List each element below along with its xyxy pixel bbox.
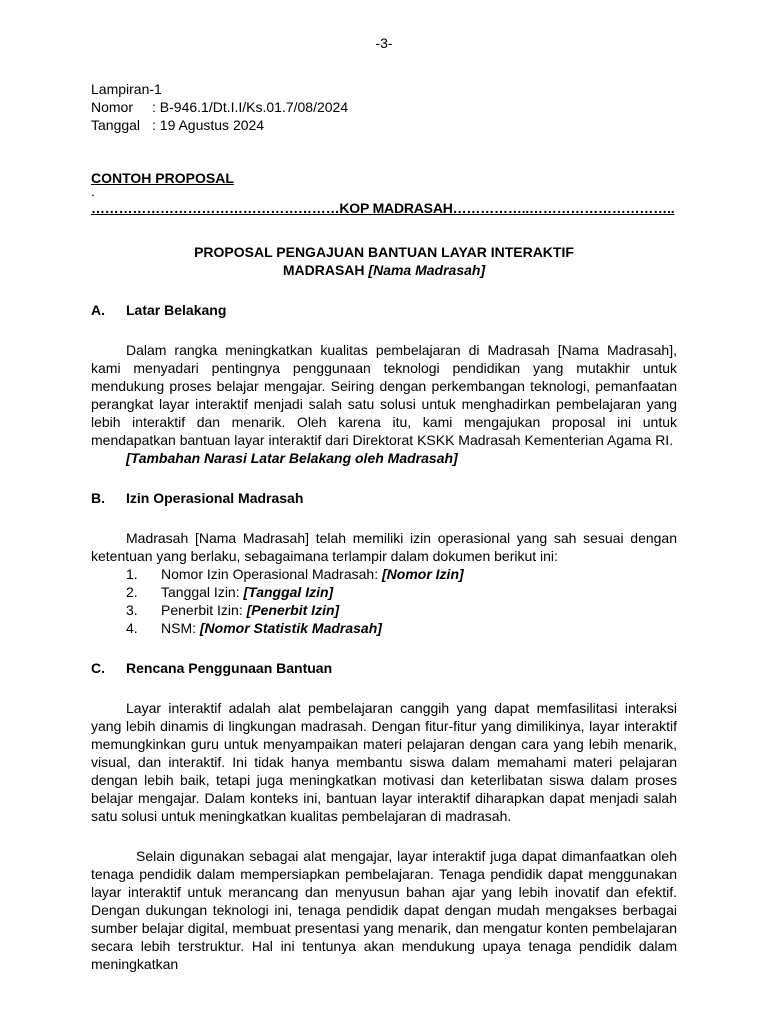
section-a-body: Dalam rangka meningkatkan kualitas pembelajaran di Madrasah [Nama Madrasah], kami menyadari pentingnya penggunaan teknologi pendidikan yang mutakhir untuk mendukung proses belajar mengajar. Seiring dengan perkembangan teknologi, pemanfaatan perangkat layar interaktif menjadi salah satu solusi untuk menghadirkan pembelajaran yang lebih interaktif dan menarik. Oleh karena itu, kami mengajukan proposal ini untuk mendapatkan bantuan layar interaktif dari Direktorat KSKK Madrasah Kementerian Agama RI. <box>91 342 677 448</box>
nomor-row <box>91 98 677 116</box>
section-b-num: B. <box>91 490 105 506</box>
section-c-heading <box>91 659 677 677</box>
lampiran-label: Lampiran-1 <box>91 81 162 97</box>
list-item-num: 4. <box>126 620 138 636</box>
title-line-1: PROPOSAL PENGAJUAN BANTUAN LAYAR INTERAKTIF <box>194 244 574 260</box>
list-item-placeholder: [Nomor Statistik Madrasah] <box>199 620 382 636</box>
stray-dot: . <box>91 183 95 199</box>
proposal-title <box>91 243 677 279</box>
title-line-2-italic: [Nama Madrasah] <box>368 262 486 278</box>
contoh-proposal-heading: CONTOH PROPOSAL <box>91 170 234 186</box>
list-item-placeholder: [Nomor Izin] <box>382 566 464 582</box>
list-item-text <box>161 583 333 601</box>
list-item-text <box>161 565 464 583</box>
list-item-text <box>161 601 339 619</box>
document-page <box>91 34 677 973</box>
list-item <box>91 619 677 637</box>
list-item-num: 3. <box>126 602 138 618</box>
list-item <box>91 601 677 619</box>
section-b-heading <box>91 489 677 507</box>
page-number: -3- <box>375 35 393 51</box>
list-item <box>91 565 677 583</box>
list-item-placeholder: [Tanggal Izin] <box>243 584 334 600</box>
section-c-body-1: Layar interaktif adalah alat pembelajaran canggih yang dapat memfasilitasi interaksi yang lebih dinamis di lingkungan madrasah. Dengan fitur-fitur yang dimilikinya, layar interaktif memungkinkan guru untuk menyampaikan materi pelajaran dengan cara yang lebih menarik, visual, dan interaktif. Ini tidak hanya membantu siswa dalam memahami materi pelajaran dengan lebih baik, tetapi juga meningkatkan motivasi dan keterlibatan siswa dalam proses belajar mengajar. Dalam konteks ini, bantuan layar interaktif diharapkan dapat menjadi salah satu solusi untuk meningkatkan kualitas pembelajaran di madrasah. <box>91 700 677 824</box>
list-item-num: 1. <box>126 566 138 582</box>
kop-madrasah-line: ………………………………………………KOP MADRASAH……………..………………………….. <box>91 200 675 216</box>
list-item-label: Nomor Izin Operasional Madrasah: <box>161 566 382 582</box>
list-item-num: 2. <box>126 584 138 600</box>
tanggal-value: : 19 Agustus 2024 <box>152 117 265 133</box>
nomor-label: Nomor <box>91 99 134 115</box>
list-item-placeholder: [Penerbit Izin] <box>246 602 340 618</box>
section-a-heading <box>91 301 677 319</box>
section-c-body-2: Selain digunakan sebagai alat mengajar, layar interaktif juga dapat dimanfaatkan oleh tenaga pendidik dalam mempersiapkan pembelajaran. Tenaga pendidik dapat menggunakan layar interaktif untuk merancang dan menyusun bahan ajar yang lebih inovatif dan efektif. Dengan dukungan teknologi ini, tenaga pendidik dapat dengan mudah mengakses berbagai sumber belajar digital, membuat presentasi yang menarik, dan mengatur konten pembelajaran secara lebih terstruktur. Hal ini tentunya akan mendukung upaya tenaga pendidik dalam meningkatkan <box>91 848 677 972</box>
section-b-title: Izin Operasional Madrasah <box>126 490 304 506</box>
section-b-body: Madrasah [Nama Madrasah] telah memiliki izin operasional yang sah sesuai dengan ketentuan yang berlaku, sebagaimana terlampir dalam dokumen berikut ini: <box>91 530 677 564</box>
list-item-text <box>161 619 382 637</box>
section-c-num: C. <box>91 660 105 676</box>
section-a-num: A. <box>91 302 105 318</box>
section-a-title: Latar Belakang <box>126 302 227 318</box>
list-item-label: Penerbit Izin: <box>161 602 247 618</box>
title-line-2-prefix: MADRASAH <box>282 262 369 278</box>
section-a-note: [Tambahan Narasi Latar Belakang oleh Madrasah] <box>126 450 458 466</box>
tanggal-label: Tanggal <box>91 117 141 133</box>
title-line-2 <box>91 261 677 279</box>
nomor-value: : B-946.1/Dt.I.I/Ks.01.7/08/2024 <box>152 99 349 115</box>
list-item <box>91 583 677 601</box>
list-item-label: Tanggal Izin: <box>161 584 244 600</box>
tanggal-row <box>91 116 677 134</box>
izin-list <box>91 565 677 637</box>
list-item-label: NSM: <box>161 620 200 636</box>
attachment-meta <box>91 80 677 134</box>
section-c-title: Rencana Penggunaan Bantuan <box>126 660 333 676</box>
